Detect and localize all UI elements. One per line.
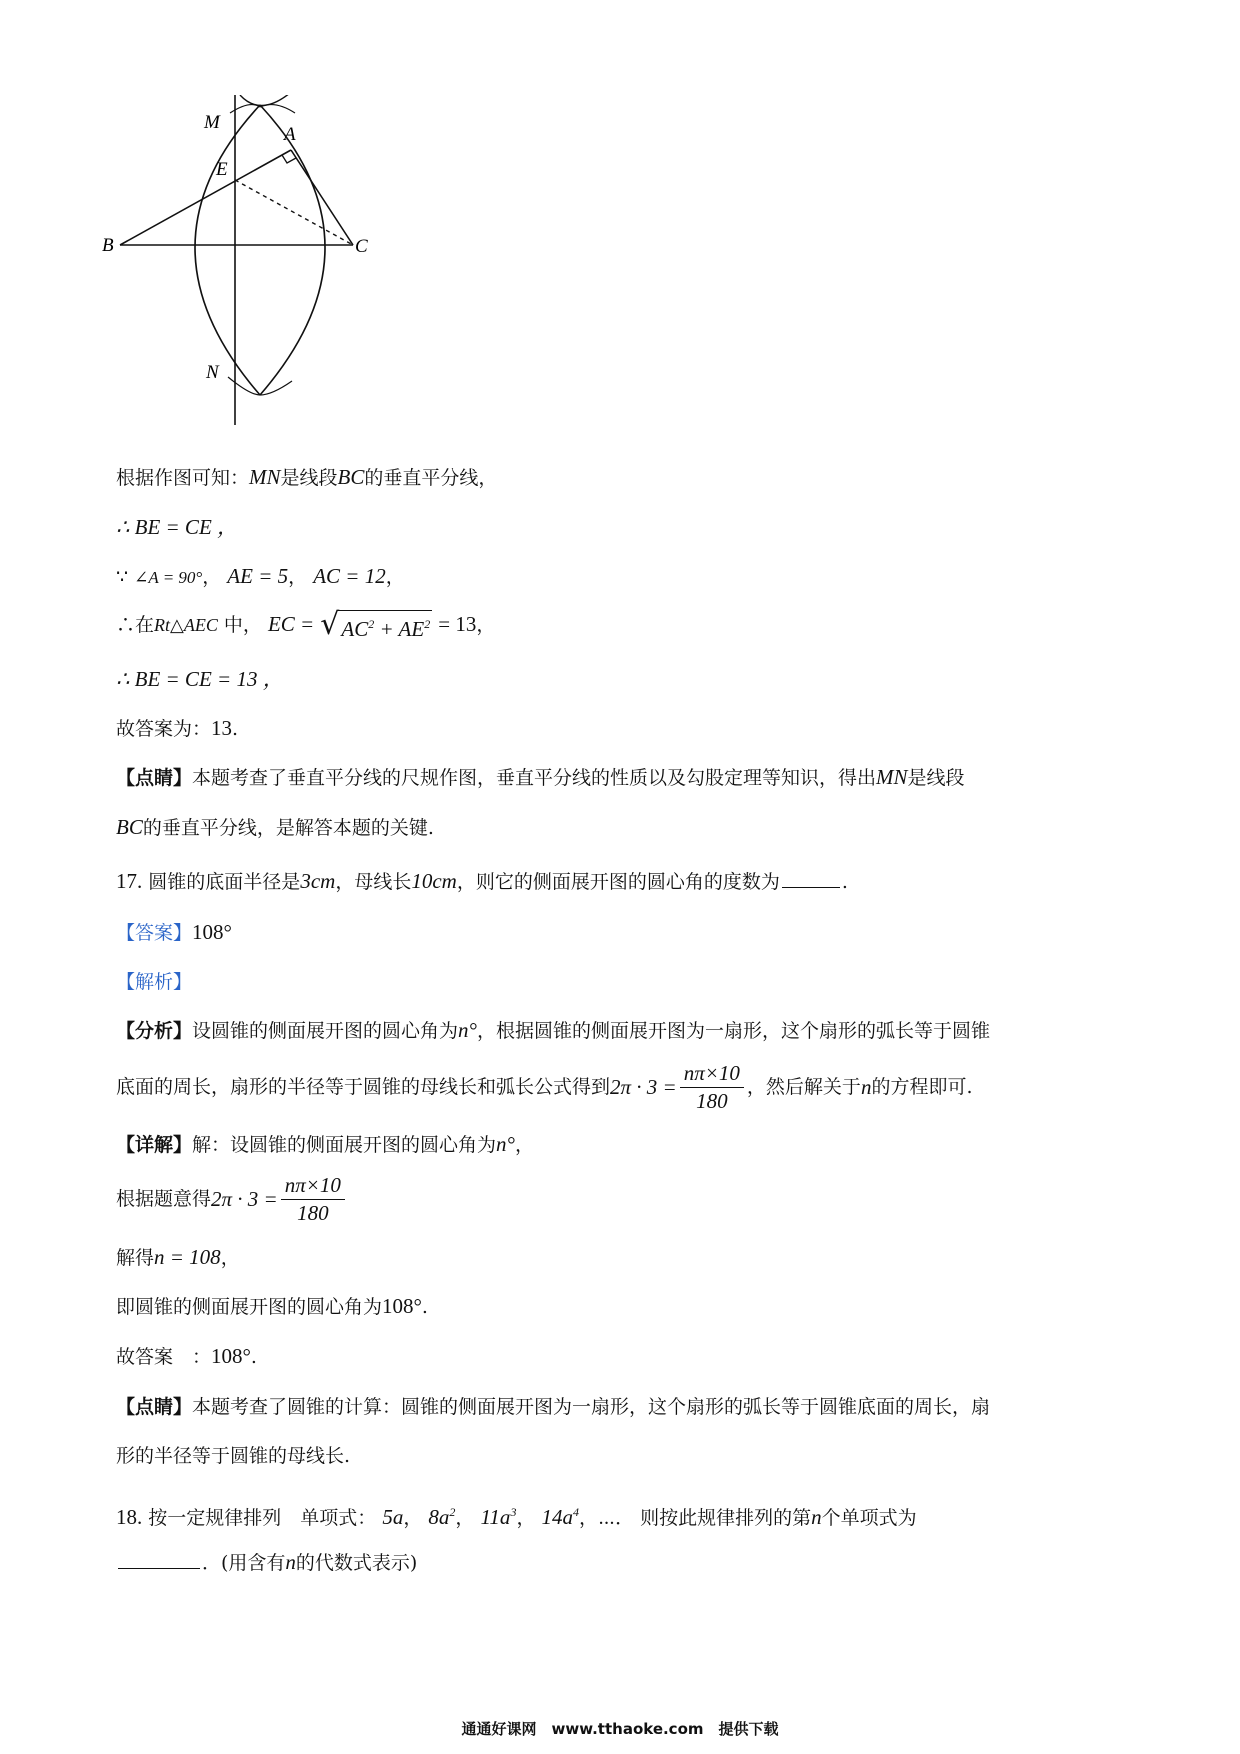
dianjing-17-line-1 (116, 1392, 990, 1422)
numerator: nπ×10 (281, 1173, 345, 1199)
solution-line (116, 1242, 240, 1273)
comma: ， (288, 566, 308, 588)
tag-fenxi: 【分析】 (116, 1020, 193, 1042)
math-term-3-base: 11a (480, 1505, 511, 1529)
detail-line-1 (116, 1129, 534, 1160)
text: 即圆锥的侧面展开图的圆心角为 (116, 1296, 383, 1318)
math-lhs: 2π · 3 = (211, 1187, 278, 1211)
left-arc (195, 105, 260, 395)
comma: ， (476, 614, 496, 636)
tag-jiexi: 【解析】 (116, 971, 193, 993)
math-n-degree: n° (458, 1018, 477, 1042)
arc-mark-bottom-right (260, 381, 292, 395)
question-18-cont (116, 1547, 417, 1578)
tag-dianjing: 【点睛】 (116, 1396, 193, 1418)
math-slant: 10cm (411, 869, 457, 893)
ellipsis: ，⋯． (579, 1507, 635, 1529)
text: ．(用含有 (202, 1552, 286, 1574)
because-symbol: ∵ (116, 566, 129, 588)
denominator: 180 (297, 1200, 329, 1225)
text: 圆锥的底面半径是 (148, 871, 301, 893)
label-N: N (206, 362, 219, 383)
answer-value: 108° (192, 920, 232, 944)
right-angle-mark (282, 155, 296, 163)
answer-line-17 (116, 1341, 257, 1372)
analysis-line-2 (116, 1058, 972, 1116)
line-be-ce-13: ∴ BE = CE = 13 ， (116, 667, 284, 691)
math-term-2-base: 8a (428, 1505, 450, 1529)
comma: ， (385, 566, 405, 588)
arc-mark-bottom-left (228, 377, 260, 395)
line-AC (291, 150, 353, 245)
text: ，根据圆锥的侧面展开图为一扇形，这个扇形的弧长等于圆锥 (476, 1020, 990, 1042)
comma: ， (220, 1247, 240, 1269)
label-C: C (355, 236, 368, 257)
text: 解：设圆锥的侧面展开图的圆心角为 (192, 1134, 497, 1156)
text: ，然后解关于 (746, 1076, 861, 1098)
text: 底面的周长，扇形的半径等于圆锥的母线长和弧长公式得到 (116, 1076, 611, 1098)
page-footer: 通通好课网 www.tthaoke.com 提供下载 (461, 1720, 779, 1738)
math-BC: BC (116, 815, 143, 839)
math-term-4: $14a^4$ (541, 1505, 579, 1529)
line-be-ce: ∴ BE = CE ， (116, 515, 239, 539)
label-M: M (204, 112, 220, 133)
period: . (232, 718, 239, 740)
text: 则按此规律排列的第 (640, 1507, 812, 1529)
text: 按一定规律排列 单项式： (148, 1507, 377, 1529)
text: 根据题意得 (116, 1188, 212, 1210)
tag-xiangjie: 【详解】 (116, 1134, 193, 1156)
text: ，母线长 (335, 871, 412, 893)
label-A: A (284, 124, 296, 145)
answer-blank (782, 886, 840, 888)
math-radius: 3cm (300, 869, 336, 893)
fraction (680, 1061, 744, 1112)
dianjing-17-line-2: 形的半径等于圆锥的母线长. (116, 1445, 351, 1467)
text: ，则它的侧面展开图的圆心角的度数为 (456, 871, 780, 893)
math-n-108: n = 108 (154, 1245, 221, 1269)
math-rt-triangle: Rt△AEC (154, 615, 218, 635)
comma: ， (455, 1507, 475, 1529)
label-E: E (216, 159, 228, 180)
period: . (841, 871, 848, 893)
line-dianjing-16 (116, 762, 965, 793)
math-MN: MN (249, 465, 281, 489)
math-term-2: $8a^2$ (428, 1505, 456, 1529)
denominator: 180 (696, 1088, 728, 1113)
math-MN: MN (876, 765, 908, 789)
line-bisector-conclusion (116, 462, 497, 493)
math-n: n (285, 1550, 296, 1574)
text: 的垂直平分线， (364, 467, 498, 489)
text: 的垂直平分线，是解答本题的关键. (142, 817, 434, 839)
text: 是线段 (907, 767, 965, 789)
period: . (250, 1346, 257, 1368)
text: 中， (217, 614, 262, 636)
period: . (421, 1296, 428, 1318)
math-AC: AC (341, 617, 369, 641)
right-arc (260, 105, 325, 395)
geometry-figure (100, 95, 440, 435)
text: 解得 (116, 1247, 155, 1269)
text: ∴在 (116, 614, 155, 636)
text: 本题考查了垂直平分线的尺规作图，垂直平分线的性质以及勾股定理等知识，得出 (192, 767, 877, 789)
line-pythagoras (116, 609, 495, 642)
comma: ， (403, 1507, 423, 1529)
text: 本题考查了圆锥的计算：圆锥的侧面展开图为一扇形，这个扇形的弧长等于圆锥底面的周长，扇 (192, 1396, 991, 1418)
math-AE: AE = 5 (227, 564, 289, 588)
line-given (116, 561, 405, 593)
numerator: nπ×10 (680, 1061, 744, 1087)
math-EC: EC = (267, 612, 315, 636)
math-n: n (860, 1075, 872, 1099)
detail-equation (116, 1170, 348, 1228)
text: 是线段 (280, 467, 338, 489)
analysis-line-1 (116, 1015, 990, 1046)
math-BC: BC (337, 465, 365, 489)
text: 的代数式表示) (295, 1552, 418, 1574)
text: 故答案为： (116, 718, 212, 740)
tag-dianjing: 【点睛】 (116, 767, 193, 789)
question-17 (116, 866, 848, 897)
plus: + (374, 617, 399, 641)
math-lhs: 2π · 3 = (610, 1075, 677, 1099)
math-angle-A: ∠A = 90° (134, 568, 203, 587)
comma: ， (516, 1507, 536, 1529)
answer-17 (116, 917, 232, 948)
comma: ， (202, 566, 222, 588)
math-equals-13: = 13 (438, 612, 477, 636)
math-term-3: $11a^3$ (480, 1505, 517, 1529)
arc-mark-top (240, 95, 290, 106)
perpendicular-bisector-diagram (100, 95, 440, 435)
math-term-4-base: 14a (541, 1505, 573, 1529)
tag-answer: 【答案】 (116, 922, 193, 944)
answer-blank (118, 1567, 200, 1569)
label-B: B (102, 235, 114, 256)
math-n-degree: n° (496, 1132, 515, 1156)
radical-sign: √ (320, 607, 340, 642)
text: 根据作图可知： (116, 467, 250, 489)
line-EC-dashed (235, 180, 353, 245)
comma: ， (514, 1134, 534, 1156)
question-18 (116, 1497, 917, 1533)
conclusion-line (116, 1291, 428, 1322)
radicand: $AC^2 + AE^2$ (339, 610, 432, 642)
text: 个单项式为 (821, 1507, 917, 1529)
math-108-degree: 108° (382, 1294, 422, 1318)
line-answer-16 (116, 713, 238, 744)
math-term-1: 5a (382, 1505, 404, 1529)
answer-value: 13 (211, 716, 233, 740)
math-108-degree: 108° (211, 1344, 251, 1368)
math-AE: AE (398, 617, 425, 641)
line-dianjing-16-cont (116, 812, 434, 843)
text: 故答案 ： (116, 1346, 212, 1368)
sqrt-expression (320, 607, 432, 642)
question-number: 17. (116, 869, 143, 893)
text: 的方程即可. (871, 1076, 973, 1098)
question-number: 18. (116, 1505, 143, 1529)
fraction (281, 1173, 345, 1224)
text: 设圆锥的侧面展开图的圆心角为 (192, 1020, 459, 1042)
math-AC: AC = 12 (313, 564, 386, 588)
math-n: n (811, 1505, 822, 1529)
